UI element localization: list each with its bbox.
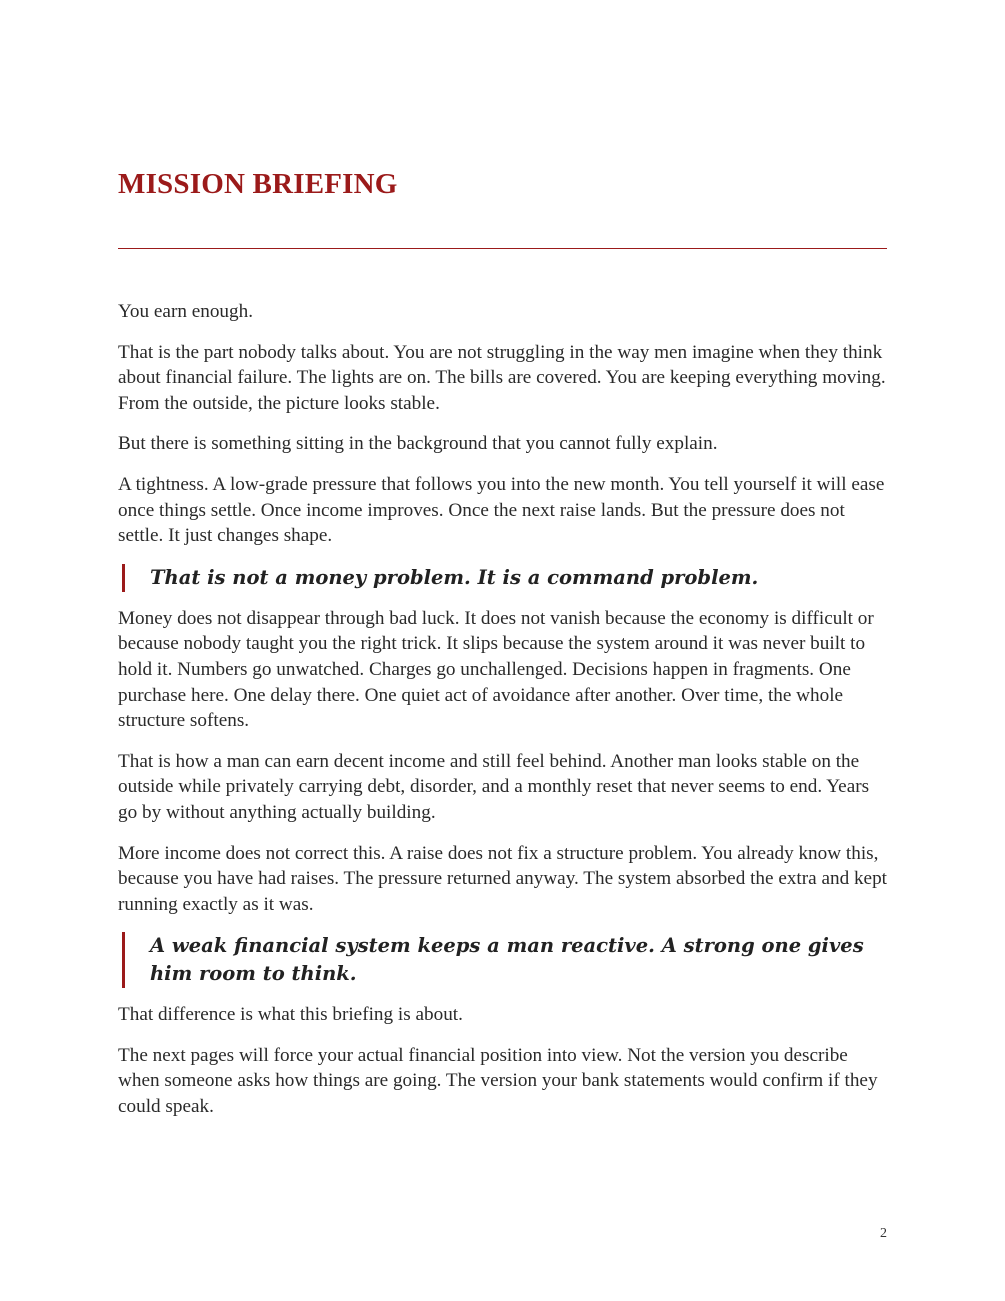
pull-quote: That is not a money problem. It is a command problem. — [122, 564, 887, 592]
paragraph: The next pages will force your actual financial position into view. Not the version you describe when someone asks how things are going. The version your bank statements would confirm if they could speak. — [118, 1044, 878, 1118]
paragraph: That is how a man can earn decent income and still feel behind. Another man looks stable on the outside while privately carrying debt, disorder, and a monthly reset that never seems to end. Years go by without anything actually building. — [118, 750, 870, 823]
paragraph: That difference is what this briefing is about. — [118, 1004, 463, 1026]
paragraph: Money does not disappear through bad luck. It does not vanish because the economy is difficult or because nobody taught you the right trick. It slips because the system around it was never built to hold it. Numbers go unwatched. Charges go unchallenged. Decisions happen in fragments. One purchase here. One delay there. One quiet act of avoidance after another. Over time, the whole structure softens. — [118, 607, 874, 732]
paragraph: But there is something sitting in the background that you cannot fully explain. — [118, 433, 718, 455]
paragraph: A tightness. A low-grade pressure that follows you into the new month. You tell yourself it will ease once things settle. Once income improves. Once the next raise lands. But the pressure does not settle. It just changes shape. — [118, 473, 885, 547]
page-number: 2 — [880, 1226, 887, 1241]
body-text — [118, 299, 887, 1135]
title-divider — [118, 248, 887, 249]
paragraph: More income does not correct this. A raise does not fix a structure problem. You already know this, because you have had raises. The pressure returned anyway. The system absorbed the extra and kept running exactly as it was. — [118, 842, 887, 915]
pull-quote: A weak financial system keeps a man reactive. A strong one gives him room to think. — [122, 932, 887, 988]
paragraph: That is the part nobody talks about. You are not struggling in the way men imagine when they think about financial failure. The lights are on. The bills are covered. You are keeping everything moving. From the outside, the picture looks stable. — [118, 341, 886, 414]
paragraph: You earn enough. — [118, 301, 254, 322]
page-title: MISSION BRIEFING — [118, 168, 398, 200]
